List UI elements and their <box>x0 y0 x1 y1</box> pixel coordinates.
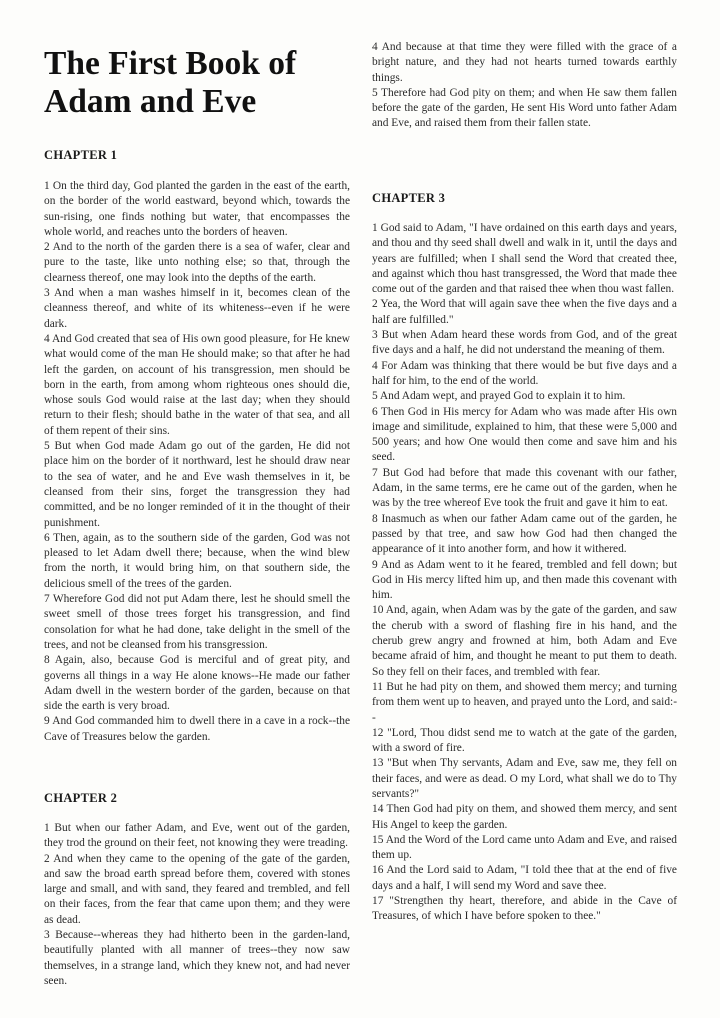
chapter-3-verse-5: 5 And Adam wept, and prayed God to explain it to him. <box>372 390 626 403</box>
chapter-2-verse-2: 2 And when they came to the opening of the gate of the garden, and saw the broad earth spread before them, covered with stones large and small, and with sand, they feared and trembled, and fell on their faces, from the fear that came upon them; and they were as dead. <box>44 852 350 926</box>
chapter-3-verse-3: 3 But when Adam heard these words from God, and of the great five days and a half, he did not understand the meaning of them. <box>372 329 677 357</box>
chapter-3-verse-12: 12 "Lord, Thou didst send me to watch at the gate of the garden, with a sword of fire. <box>372 726 677 755</box>
chapter-3-verse-4: 4 For Adam was thinking that there would be but five days and a half for him, to the end of the world. <box>372 359 677 387</box>
chapter-3-verse-9: 9 And as Adam went to it he feared, trembled and fell down; but God in His mercy lifted him up, and then made this covenant with him. <box>372 558 677 602</box>
chapter-3-heading: CHAPTER 3 <box>372 191 446 205</box>
chapter-1-verse-5: 5 But when God made Adam go out of the garden, He did not place him on the border of it northward, lest he should draw near to the sea of water, and he and Eve wash themselves in it, be cleansed from their sins, forget the transgression they had committed, and be no longer reminded of it in the thought of their punishment. <box>44 440 350 529</box>
chapter-1-verse-3: 3 And when a man washes himself in it, becomes clean of the cleanness thereof, and white of its whiteness--even if he were dark. <box>44 287 350 330</box>
chapter-1-verse-1: 1 On the third day, God planted the garden in the east of the earth, on the border of the world eastward, beyond which, towards the sun-rising, one finds nothing but water, that encompasses the whole world, and reaches unto the borders of heaven. <box>44 180 350 238</box>
chapter-1-verse-9: 9 And God commanded him to dwell there in a cave in a rock--the Cave of Treasures below the garden. <box>44 715 350 743</box>
chapter-2-verse-5: 5 Therefore had God pity on them; and when He saw them fallen before the gate of the garden, He sent His Word unto father Adam and Eve, and raised them from their fallen state. <box>372 86 677 130</box>
chapter-3-verse-10: 10 And, again, when Adam was by the gate of the garden, and saw the cherub with a sword of flashing fire in his hand, and the cherub grew angry and frowned at him, both Adam and Eve became afraid of him, and thought he meant to put them to death. So they fell on their faces, and trembled with fear. <box>372 604 677 678</box>
chapter-3-verse-11: 11 But he had pity on them, and showed them mercy; and turning from them went up to heaven, and prayed unto the Lord, and said:-- <box>372 680 677 724</box>
chapter-3-verse-13: 13 "But when Thy servants, Adam and Eve, saw me, they fell on their faces, and were as dead. O my Lord, what shall we do to Thy servants?" <box>372 757 677 800</box>
chapter-2-heading: CHAPTER 2 <box>44 791 118 805</box>
chapter-3-verse-15: 15 And the Word of the Lord came unto Adam and Eve, and raised them up. <box>372 833 677 862</box>
chapter-3-verse-1: 1 God said to Adam, "I have ordained on this earth days and years, and thou and thy seed shall dwell and walk in it, until the days and years are fulfilled; when I shall send the Word that created thee, and against which thou hast transgressed, the Word that made thee come out of the garden and that raised thee when thou wast fallen. <box>372 222 677 296</box>
chapter-3-verse-8: 8 Inasmuch as when our father Adam came out of the garden, he passed by that tree, and saw how God had then changed the appearance of it into another form, and how it withered. <box>372 512 677 556</box>
chapter-2-body-part-2 <box>372 40 677 132</box>
chapter-3-verse-14: 14 Then God had pity on them, and showed them mercy, and sent His Angel to keep the garden. <box>372 803 677 831</box>
chapter-2-verse-4: 4 And because at that time they were filled with the grace of a bright nature, and they had not hearts turned towards earthly things. <box>372 41 677 84</box>
chapter-1-body <box>44 179 350 745</box>
document-title: The First Book of Adam and Eve <box>44 45 297 120</box>
chapter-1-heading: CHAPTER 1 <box>44 148 118 162</box>
chapter-3-verse-16: 16 And the Lord said to Adam, "I told thee that at the end of five days and a half, I will send my Word and save thee. <box>372 864 677 892</box>
chapter-3-verse-17: 17 "Strengthen thy heart, therefore, and abide in the Cave of Treasures, of which I have before spoken to thee." <box>372 895 677 923</box>
chapter-1-verse-4: 4 And God created that sea of His own good pleasure, for He knew what would come of the man He should make; so that after he had left the garden, on account of his transgression, men should be born in the earth, from among whom righteous ones should die, whose souls God would raise at the last day; when they should return to their flesh; should bathe in the water of that sea, and all of them repent of their sins. <box>44 332 350 437</box>
chapter-2-body-part-1 <box>44 821 350 989</box>
chapter-1-verse-2: 2 And to the north of the garden there is a sea of wafer, clear and pure to the taste, like unto nothing else; so that, through the clearness thereof, one may look into the depths of the earth. <box>44 241 350 284</box>
chapter-3-verse-2: 2 Yea, the Word that will again save thee when the five days and a half are fulfilled." <box>372 298 677 326</box>
chapter-1-verse-6: 6 Then, again, as to the southern side of the garden, God was not pleased to let Adam dwell there; because, when the wind blew from the north, it would bring him, on that southern side, the delicious smell of the trees of the garden. <box>44 531 350 590</box>
chapter-2-verse-3: 3 Because--whereas they had hitherto been in the garden-land, beautifully planted with all manner of trees--they now saw themselves, in a strange land, which they knew not, and had never seen. <box>44 929 350 987</box>
chapter-3-verse-6: 6 Then God in His mercy for Adam who was made after His own image and similitude, explained to him, that these were 5,000 and 500 years; and how One would then come and save him and his seed. <box>372 405 677 464</box>
chapter-3-body <box>372 221 677 925</box>
chapter-2-verse-1: 1 But when our father Adam, and Eve, went out of the garden, they trod the ground on their feet, not knowing they were treading. <box>44 822 350 850</box>
chapter-1-verse-7: 7 Wherefore God did not put Adam there, lest he should smell the sweet smell of those trees forget his transgression, and find consolation for what he had done, take delight in the smell of the trees, and not be cleansed from his transgression. <box>44 593 350 651</box>
chapter-1-verse-8: 8 Again, also, because God is merciful and of great pity, and governs all things in a way He alone knows--He made our father Adam dwell in the western border of the garden, because on that side the earth is very broad. <box>44 654 350 713</box>
chapter-3-verse-7: 7 But God had before that made this covenant with our father, Adam, in the same terms, ere he came out of the garden, when he was by the tree whereof Eve took the fruit and gave it him to eat. <box>372 466 677 510</box>
